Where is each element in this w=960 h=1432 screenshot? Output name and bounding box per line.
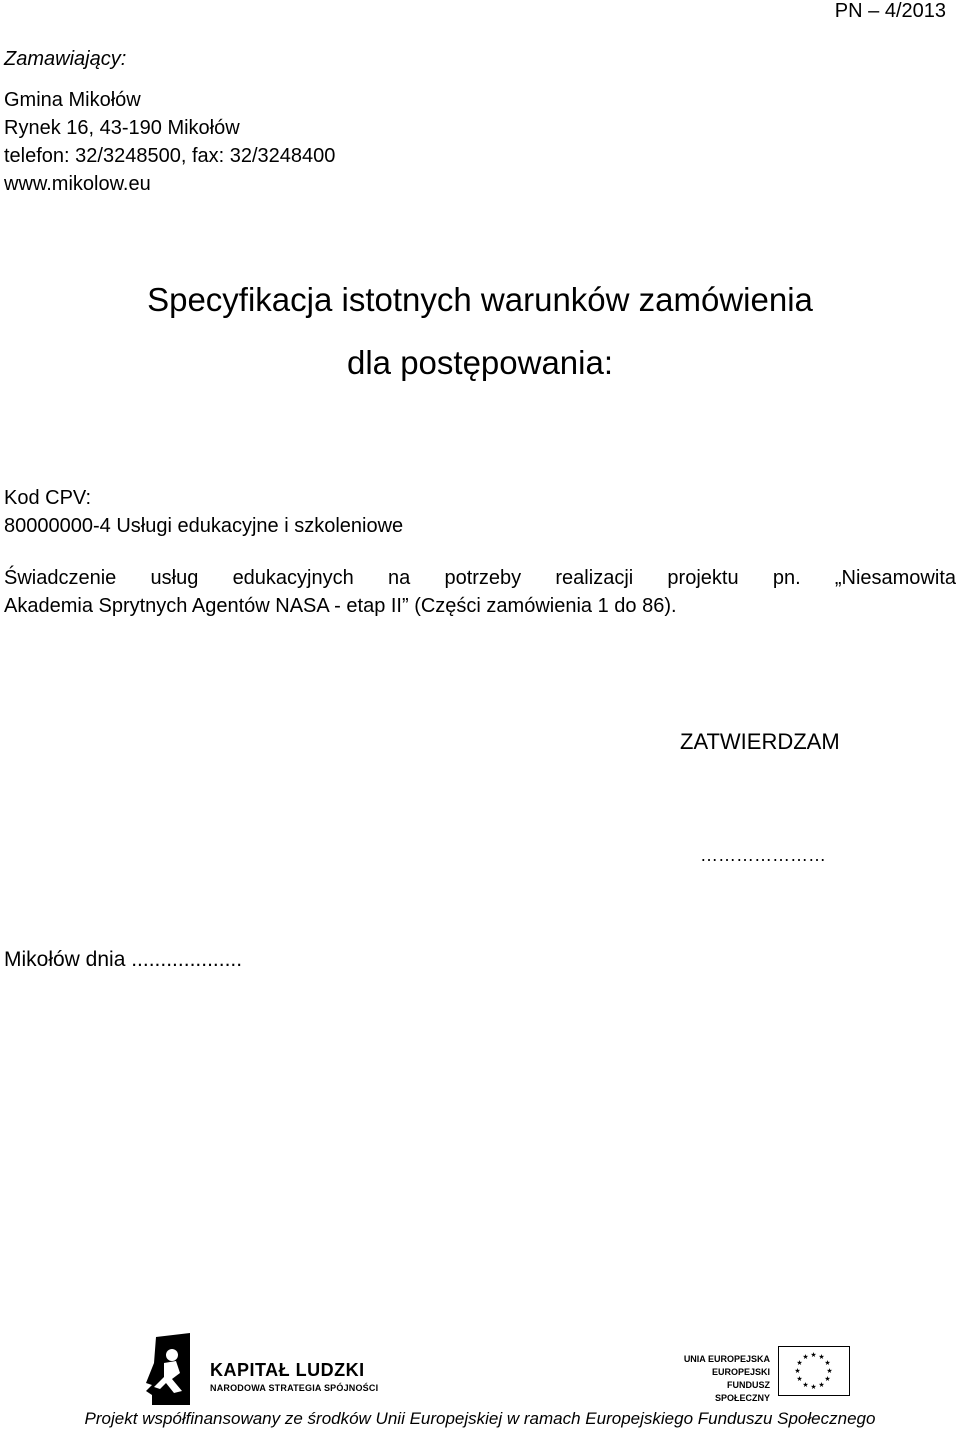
svg-text:★: ★: [824, 1359, 831, 1367]
authority-website: www.mikolow.eu: [4, 173, 151, 195]
svg-text:★: ★: [810, 1351, 817, 1359]
authority-address: Rynek 16, 43-190 Mikołów: [4, 117, 240, 139]
svg-text:★: ★: [818, 1353, 825, 1361]
svg-text:★: ★: [796, 1375, 803, 1383]
document-title: Specyfikacja istotnych warunków zamówienia: [147, 281, 813, 318]
cpv-label: Kod CPV:: [4, 487, 92, 509]
procurement-description: [4, 564, 956, 620]
approval-label: ZATWIERDZAM: [680, 729, 840, 754]
authority-phone-fax: telefon: 32/3248500, fax: 32/3248400: [4, 145, 336, 167]
authority-name: Gmina Mikołów: [4, 89, 141, 111]
kapital-ludzki-text: [210, 1360, 378, 1393]
signature-line: …………………: [700, 845, 826, 865]
date-line: Mikołów dnia ...................: [4, 948, 243, 971]
svg-text:★: ★: [826, 1367, 833, 1375]
svg-text:★: ★: [802, 1353, 809, 1361]
svg-text:★: ★: [824, 1375, 831, 1383]
kapital-ludzki-logo-icon: [142, 1333, 194, 1410]
description-line-1: Świadczenie usług edukacyjnych na potrzeby realizacji projektu pn. „Niesamowita: [4, 567, 956, 589]
svg-text:★: ★: [796, 1359, 803, 1367]
contracting-authority-label: Zamawiający:: [4, 48, 127, 70]
kapital-ludzki-subtitle: NARODOWA STRATEGIA SPÓJNOŚCI: [210, 1383, 379, 1393]
svg-text:★: ★: [794, 1367, 801, 1375]
svg-text:★: ★: [810, 1383, 817, 1391]
svg-text:★: ★: [818, 1381, 825, 1389]
document-reference: PN – 4/2013: [834, 0, 946, 22]
document-subtitle: dla postępowania:: [346, 344, 614, 381]
cpv-code: 80000000-4 Usługi edukacyjne i szkoleniowe: [4, 515, 404, 537]
eu-flag-icon: [778, 1346, 850, 1396]
description-line-2: Akademia Sprytnych Agentów NASA - etap II” (Części zamówienia 1 do 86).: [4, 595, 677, 617]
footer-cofinancing-note: Projekt współfinansowany ze środków Unii Europejskiej w ramach Europejskiego Funduszu Społecznego: [84, 1409, 876, 1428]
eu-line-2: EUROPEJSKI: [711, 1367, 770, 1377]
eu-line-3: FUNDUSZ SPOŁECZNY: [714, 1380, 770, 1403]
svg-text:★: ★: [802, 1381, 809, 1389]
eu-fund-text: [672, 1353, 770, 1405]
kapital-ludzki-name: KAPITAŁ LUDZKI: [210, 1360, 365, 1380]
eu-line-1: UNIA EUROPEJSKA: [683, 1354, 770, 1364]
